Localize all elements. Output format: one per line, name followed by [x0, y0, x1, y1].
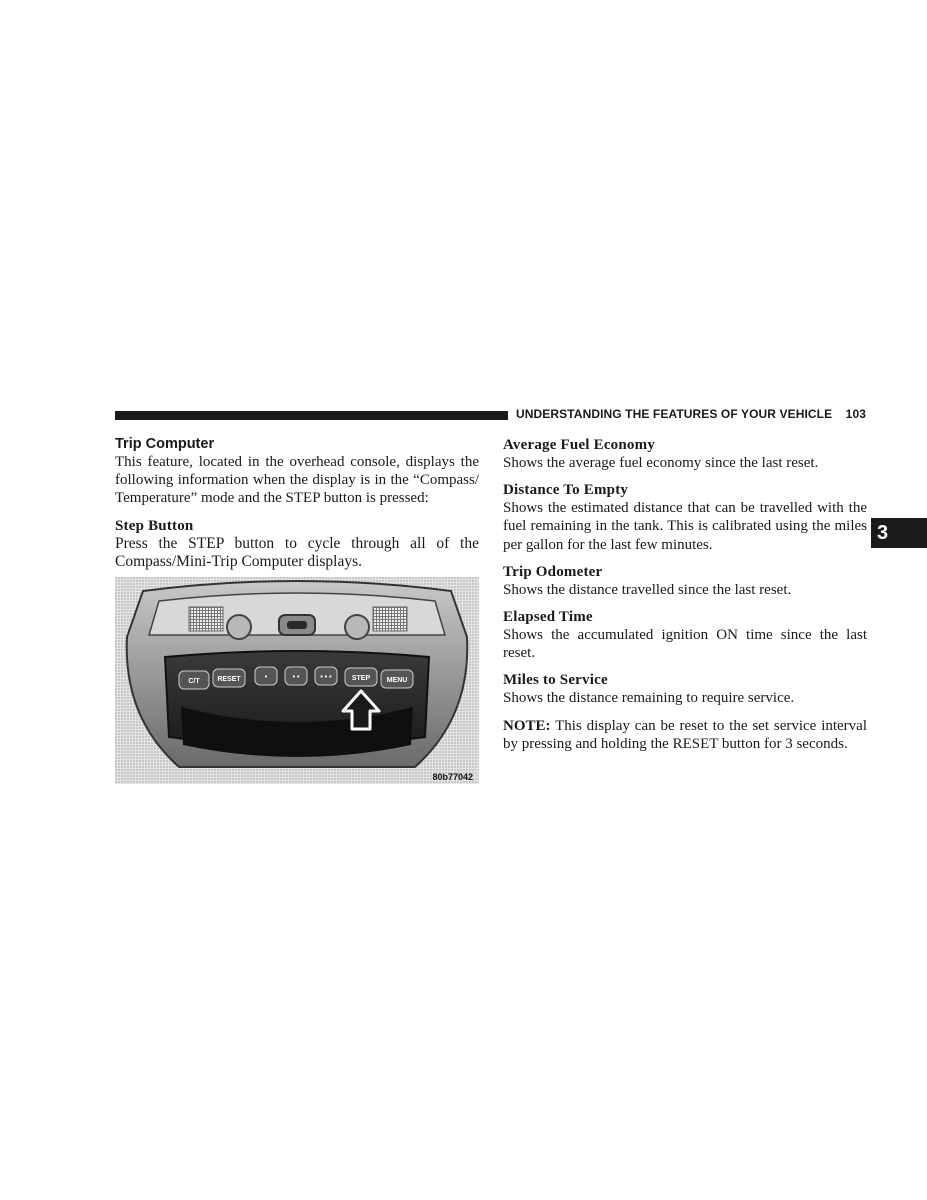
intro-paragraph: This feature, located in the overhead console, displays the following information when the display is in the “Compass/ Temperature” mode and the STEP button is pressed: — [115, 454, 479, 507]
section-heading: Distance To Empty — [503, 482, 629, 499]
step-button-paragraph: Press the STEP button to cycle through all of the Compass/Mini-Trip Computer displays. — [115, 534, 479, 570]
note-paragraph — [503, 717, 867, 753]
dot3-button-label: • • • — [320, 674, 332, 681]
section-heading-trip-computer: Trip Computer — [115, 436, 215, 452]
section-miles-to-service — [503, 671, 867, 707]
section-heading: Trip Odometer — [503, 563, 603, 580]
left-column — [115, 436, 479, 580]
section-text: Shows the estimated distance that can be travelled with the fuel remaining in the tank. This is calibrated using the miles per gallon for the last few minutes. — [503, 500, 867, 553]
section-distance-to-empty — [503, 481, 867, 554]
section-text: Shows the accumulated ignition ON time since the last reset. — [503, 627, 867, 662]
right-column — [503, 436, 867, 753]
chapter-tab: 3 — [871, 518, 927, 548]
step-button-heading: Step Button — [115, 517, 194, 534]
page-number: 103 — [845, 407, 866, 421]
running-header — [516, 407, 866, 421]
section-title: UNDERSTANDING THE FEATURES OF YOUR VEHICLE — [516, 407, 833, 421]
section-elapsed-time — [503, 608, 867, 662]
section-heading: Elapsed Time — [503, 609, 593, 626]
section-heading: Miles to Service — [503, 672, 608, 689]
reset-button-label: RESET — [217, 676, 241, 683]
step-button-label: STEP — [351, 675, 371, 682]
ct-button-label: C/T — [188, 678, 200, 685]
figure-code: 80b77042 — [432, 772, 473, 782]
console-drawing — [115, 577, 479, 784]
dot1-button-label: • — [264, 674, 268, 681]
note-text: This display can be reset to the set service interval by pressing and holding the RESET button for 3 seconds. — [503, 717, 868, 752]
overhead-console-illustration — [115, 577, 479, 784]
section-text: Shows the average fuel economy since the last reset. — [503, 455, 819, 471]
header-rule — [115, 411, 508, 420]
section-trip-odometer — [503, 563, 867, 599]
section-text: Shows the distance travelled since the last reset. — [503, 581, 792, 598]
section-heading: Average Fuel Economy — [503, 437, 656, 453]
dot2-button-label: • • — [292, 674, 300, 681]
section-average-fuel-economy — [503, 436, 867, 472]
section-text: Shows the distance remaining to require service. — [503, 690, 795, 707]
menu-button-label: MENU — [386, 677, 408, 684]
note-label: NOTE: — [503, 717, 551, 734]
